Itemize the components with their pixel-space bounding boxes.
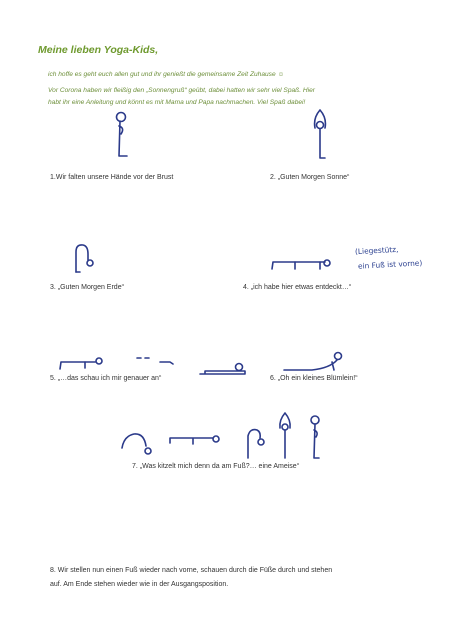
figure-forward-fold [68, 242, 102, 276]
handwritten-note-line-1: (Liegestütz, [354, 244, 399, 257]
handwritten-note-line-2: ein Fuß ist vorne) [357, 258, 423, 271]
step-8-caption-line-1: 8. Wir stellen nun einen Fuß wieder nach vorne, schauen durch die Füße durch und stehen [50, 567, 333, 574]
step-4-caption: 4. „ich habe hier etwas entdeckt…“ [243, 284, 352, 291]
intro-line-2: Vor Corona haben wir fleißig den „Sonnengruß“ geübt, dabei hatten wir sehr viel Spaß. Hier [48, 87, 315, 94]
figure-standing-hands-chest [108, 110, 138, 160]
figure-plank [270, 255, 340, 275]
step-1-caption: 1.Wir falten unsere Hände vor der Brust [50, 174, 174, 181]
figure-cobra [282, 348, 352, 376]
step-8-caption-line-2: auf. Am Ende stehen wieder wie in der Ausgangsposition. [50, 581, 229, 588]
step-6-caption: 6. „Oh ein kleines Blümlein!“ [270, 375, 358, 382]
intro-line-3: habt ihr eine Anleitung und könnt es mit Mama und Papa nachmachen. Viel Spaß dabei! [48, 99, 306, 106]
page-title: Meine lieben Yoga-Kids, [38, 44, 159, 56]
step-7-caption: 7. „Was kitzelt mich denn da am Fuß?… eine Ameise“ [132, 463, 300, 470]
step-3-caption: 3. „Guten Morgen Erde“ [50, 284, 124, 291]
intro-line-1: ich hoffe es geht euch allen gut und ihr genießt die gemeinsame Zeit Zuhause ☺ [48, 71, 285, 78]
figure-arms-up [308, 108, 332, 162]
step-2-caption: 2. „Guten Morgen Sonne“ [270, 174, 350, 181]
step-5-caption: 5. „…das schau ich mir genauer an“ [50, 375, 162, 382]
